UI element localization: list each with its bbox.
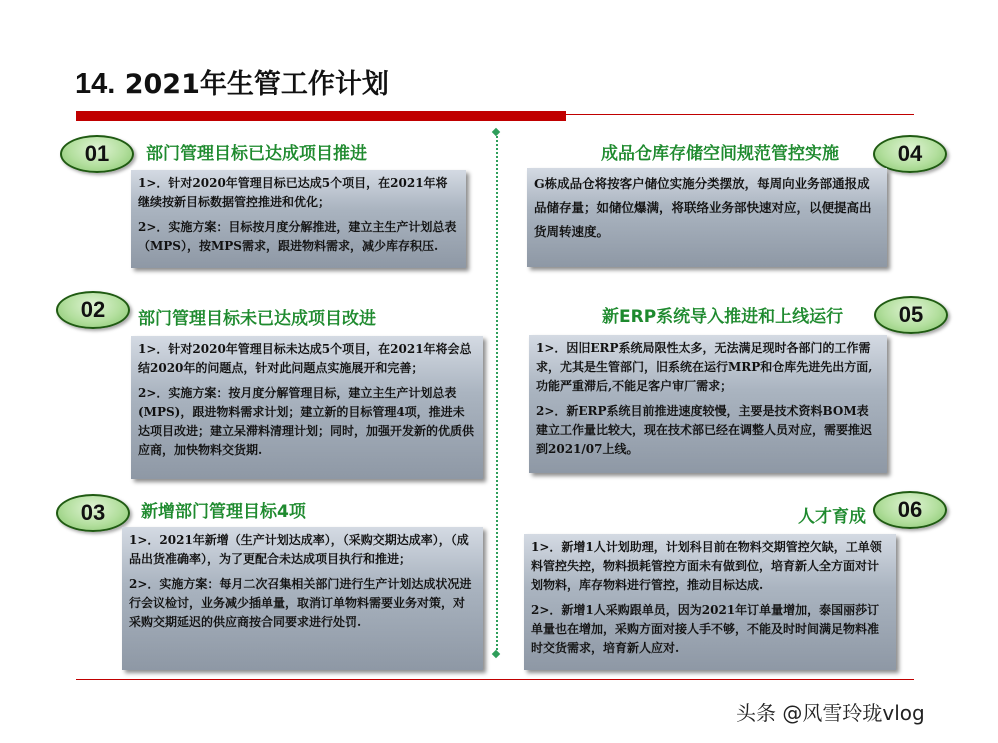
- section-04-box: [527, 168, 887, 267]
- watermark-text: 头条 @风雪玲珑vlog: [736, 701, 925, 725]
- section-05-badge: 05: [874, 296, 948, 334]
- section-01-paragraph-1: 1>．针对2020年管理目标已达成5个项目，在2021年将继续按新目标数据管控推进和优化；: [138, 176, 448, 209]
- title-red-bar: [76, 111, 566, 121]
- center-divider: [496, 132, 498, 654]
- section-04-paragraph-1: G栋成品仓将按客户储位实施分类摆放，每周向业务部通报成品储存量；如储位爆满，将联络业务部快速对应，以便提高出货周转速度。: [534, 176, 872, 239]
- section-01-paragraph-2: 2>．实施方案：目标按月度分解推进，建立主生产计划总表（MPS），按MPS需求，跟进物料需求，减少库存积压.: [138, 220, 457, 253]
- bottom-red-line: [76, 679, 914, 680]
- section-03-paragraph-1: 1>．2021年新增（生产计划达成率），（采购交期达成率），（成品出货准确率），为了更配合未达成项目执行和推进；: [129, 533, 469, 566]
- section-06-heading: 人才育成: [798, 507, 866, 527]
- section-04-badge: 04: [873, 135, 947, 173]
- section-03-badge: 03: [56, 494, 130, 532]
- divider-bottom-diamond: [492, 650, 500, 658]
- page-title-number: 14.: [75, 68, 116, 100]
- section-03-paragraph-2: 2>．实施方案：每月二次召集相关部门进行生产计划达成状况进行会议检讨，业务减少插单量，取消订单物料需要业务对策，对采购交期延迟的供应商按合同要求进行处罚.: [129, 577, 472, 629]
- section-06-badge: 06: [873, 491, 947, 529]
- section-06-paragraph-1: 1>．新增1人计划助理，计划科目前在物料交期管控欠缺，工单领料管控失控，物料损耗管控方面未有做到位，培育新人全方面对计划物料，库存物料进行管控，推动目标达成.: [531, 540, 882, 592]
- section-02-box: [131, 336, 483, 479]
- section-05-paragraph-1: 1>．因旧ERP系统局限性太多，无法满足现时各部门的工作需求，尤其是生管部门，旧系统在运行MRP和仓库先进先出方面,功能严重滞后,不能足客户审厂需求；: [536, 341, 873, 393]
- section-02-paragraph-2: 2>．实施方案：按月度分解管理目标，建立主生产计划总表(MPS)，跟进物料需求计划；建立新的目标管理4项，推进未达项目改进；建立呆滞料清理计划；同时，加强开发新的优质供应商，加快物料交货期.: [138, 386, 475, 457]
- page-title: [75, 62, 389, 101]
- section-03-heading: 新增部门管理目标4项: [141, 502, 306, 522]
- section-04-heading: 成品仓库存储空间规范管控实施: [601, 144, 839, 164]
- section-05-box: [529, 335, 887, 473]
- section-01-badge: 01: [60, 135, 134, 173]
- section-02-paragraph-1: 1>．针对2020年管理目标未达成5个项目，在2021年将会总结2020年的问题点，针对此问题点实施展开和完善；: [138, 342, 472, 375]
- page-title-text: 2021年生管工作计划: [124, 69, 389, 100]
- section-06-box: [524, 534, 896, 670]
- section-05-heading: 新ERP系统导入推进和上线运行: [602, 307, 844, 327]
- divider-top-diamond: [492, 128, 500, 136]
- title-red-line: [566, 114, 914, 115]
- section-01-box: [131, 170, 466, 268]
- section-01-heading: 部门管理目标已达成项目推进: [146, 144, 367, 164]
- section-03-box: [122, 527, 483, 670]
- section-06-paragraph-2: 2>．新增1人采购跟单员，因为2021年订单量增加，泰国丽莎订单量也在增加，采购方面对接人手不够，不能及时时间满足物料准时交货需求，培育新人应对.: [531, 603, 880, 655]
- section-05-paragraph-2: 2>．新ERP系统目前推进速度较慢，主要是技术资料BOM表建立工作量比较大，现在技术部已经在调整人员对应，需要推迟到2021/07上线。: [536, 404, 873, 456]
- section-02-heading: 部门管理目标未已达成项目改进: [138, 309, 376, 329]
- section-02-badge: 02: [56, 291, 130, 329]
